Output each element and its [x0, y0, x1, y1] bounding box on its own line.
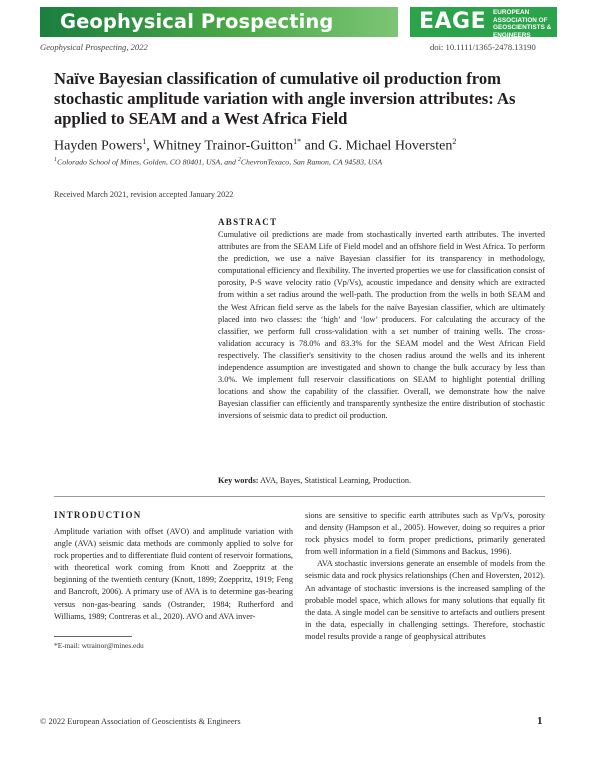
abstract-heading: ABSTRACT — [218, 217, 278, 227]
affiliation-text: ChevronTexaco, San Ramon, CA 94583, USA — [240, 157, 383, 167]
keywords — [218, 476, 411, 485]
keywords-text: AVA, Bayes, Statistical Learning, Production. — [260, 476, 412, 485]
introduction-paragraph: Amplitude variation with offset (AVO) and amplitude variation with angle (AVA) seismic data methods are commonly applied to solve for rock properties and to differentiate fluid content of reservoir formations, with theoretical work coming from Knott and Zoeppritz at the beginning of the twentieth century (Knott, 1899; Zoeppritz, 1919; Feng and Bancroft, 2006). A primary use of AVA is to determine gas-bearing versus non-gas-bearing sands (Ostrander, 1984; Rutherford and Williams, 1989; Contreras et al., 2020). AVO and AVA inver- — [54, 527, 293, 621]
affiliations — [54, 157, 382, 167]
received-dates: Received March 2021, revision accepted January 2022 — [54, 190, 234, 199]
introduction-heading: INTRODUCTION — [54, 510, 142, 520]
author-mark: 1* — [293, 137, 302, 146]
author-mark: 1 — [142, 137, 147, 146]
abstract-text: Cumulative oil predictions are made from stochastically inverted earth attributes. The inverted attributes are from the SEAM Life of Field model and an offshore field in West Africa. To perform the prediction, we use a naïve Bayesian classifier for its transparency in methodology, computational efficiency and flexibility. The inverted properties we use for classification consist of porosity, P-S wave velocity ratio (Vp/Vs), acoustic impedance and density which are extracted from within a set radius around the well-path. The production from the wells in both SEAM and the West African field serve as the labels for the naïve Bayesian classifier, which are ultimately placed into two classes: the ‘high’ and ‘low’ producers. For calculating the accuracy of the classifier, we perform full cross-validation with a set number of training wells. The cross-validation accuracy is 78.0% and 83.3% for the SEAM model and the West African Field respectively. The classifier's sensitivity to the chosen radius around the wells and its inherent independence assumption are investigated and shown to change the bulk accuracy by less than 3.0%. We implement full reservoir classifications on SEAM to highlight potential drilling locations and show the capability of the classifier. Overall, we demonstrate how the naïve Bayesian classifier can efficiently and transparently synthesize the entire distribution of stochastic inversions of seismic data to predict oil production. — [218, 230, 545, 421]
introduction-paragraph: sions are sensitive to specific earth attributes such as Vp/Vs, porosity and density (Hampson et al., 2005). However, doing so requires a prior rock physics model to form proper predictions, primarily generated from well information in a field (Simmons and Backus, 1996). — [305, 511, 545, 557]
page-number: 1 — [537, 715, 543, 727]
author-separator: , — [146, 138, 154, 154]
affiliation-mark: 2 — [237, 157, 241, 163]
corresponding-author-footnote: *E-mail: wtrainor@mines.edu — [54, 641, 144, 650]
footnote-divider — [54, 636, 132, 637]
introduction-left-column — [54, 526, 293, 623]
author-name: G. Michael Hoversten — [328, 138, 453, 154]
copyright-notice: © 2022 European Association of Geoscientists & Engineers — [40, 717, 241, 726]
author-name: Whitney Trainor-Guitton — [153, 138, 294, 154]
eage-full-name-line: ENGINEERS — [493, 31, 531, 39]
author-list — [54, 137, 456, 155]
introduction-paragraph: AVA stochastic inversions generate an ensemble of models from the seismic data and rock physics relationships (Chen and Hoversten, 2012). An advantage of stochastic inversions is the increased sampling of the probable model space, which allows for many solutions that equally fit the data. A single model can be sensitive to artefacts and outliers present in the data, especially in challenging settings. Therefore, stochastic model results provide a range of geophysical attributes — [305, 559, 545, 641]
eage-full-name — [493, 9, 551, 39]
eage-logo: EAGE — [419, 9, 487, 34]
eage-full-name-line: GEOSCIENTISTS & — [493, 24, 552, 32]
author-name: Hayden Powers — [54, 138, 143, 154]
introduction-right-column — [305, 510, 545, 643]
eage-full-name-line: EUROPEAN — [493, 9, 530, 16]
affiliation-mark: 1 — [54, 157, 57, 163]
journal-name: Geophysical Prospecting — [60, 10, 334, 33]
author-separator: and — [301, 138, 329, 154]
journal-citation: Geophysical Prospecting, 2022 — [40, 42, 148, 52]
keywords-label: Key words: — [218, 476, 259, 485]
author-mark: 2 — [452, 137, 457, 146]
section-divider — [54, 496, 545, 497]
journal-banner — [40, 7, 557, 37]
eage-full-name-line: ASSOCIATION OF — [493, 16, 548, 24]
article-title: Naïve Bayesian classification of cumulative oil production from stochastic amplitude variation with angle inversion attributes: As applied to SEAM and a West Africa Field — [54, 69, 516, 128]
doi-link[interactable]: doi: 10.1111/1365-2478.13190 — [430, 42, 536, 52]
affiliation-text: Colorado School of Mines, Golden, CO 80401, USA, and — [57, 157, 238, 167]
